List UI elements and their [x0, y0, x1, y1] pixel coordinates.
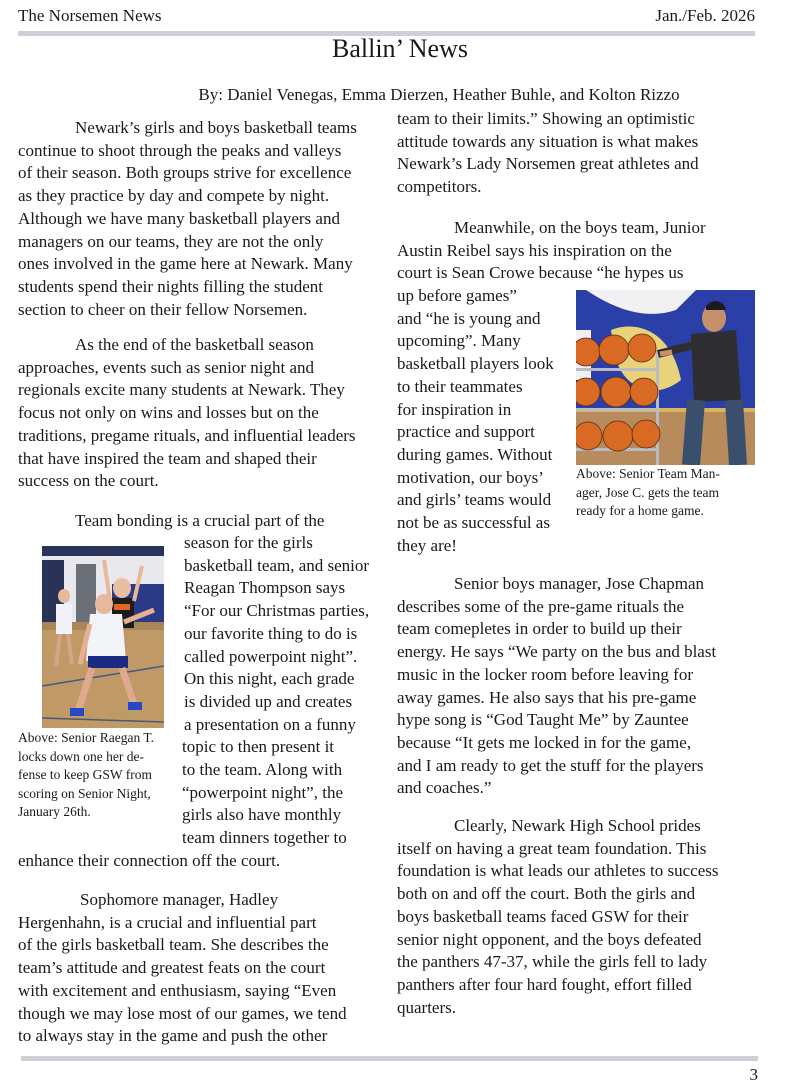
text-line: team dinners together to [182, 828, 347, 848]
text-line: a presentation on a funny [184, 714, 356, 734]
text-line: attitude towards any situation is what makes [397, 131, 699, 151]
text-line: quarters. [397, 997, 457, 1017]
text-line: Although we have many basketball players and [18, 208, 340, 228]
text-line: motivation, our boys’ [397, 467, 544, 487]
text-line: during games. Without [397, 444, 553, 464]
text-line: Newark’s girls and boys basketball teams [75, 118, 357, 137]
girls-basketball-photo [42, 546, 164, 728]
text-line: upcoming”. Many [397, 331, 521, 351]
text-line: they are! [397, 535, 457, 555]
text-line: section to cheer on their fellow Norsemen. [18, 299, 308, 319]
text-line: team’s attitude and greatest feats on the court [18, 958, 326, 978]
text-line: Clearly, Newark High School prides [454, 816, 701, 835]
caption-line: scoring on Senior Night, [18, 785, 151, 801]
text-line: and I am ready to get the stuff for the players [397, 755, 704, 775]
text-line: as they practice by day and compete by night. [18, 186, 330, 206]
text-line: boys basketball teams faced GSW for their [397, 906, 689, 926]
text-line: As the end of the basketball season [75, 335, 314, 354]
text-line: basketball team, and senior [184, 555, 370, 575]
text-line: topic to then present it [182, 737, 335, 757]
footer-rule [21, 1056, 758, 1061]
text-line: Reagan Thompson says [184, 578, 346, 598]
text-line: of the girls basketball team. She describes the [18, 935, 329, 955]
text-line: both on and off the court. Both the girls and [397, 884, 696, 904]
text-line: competitors. [397, 177, 482, 197]
right-column-p3 [397, 573, 777, 800]
text-line: describes some of the pre-game rituals the [397, 596, 685, 616]
text-line: students spend their nights filling the student [18, 276, 324, 296]
text-line: the panthers 47-37, while the girls fell to lady [397, 952, 708, 972]
girls-photo-caption [18, 729, 178, 822]
text-line: of their season. Both groups strive for excellence [18, 163, 352, 183]
text-line: regionals excite many students at Newark. They [18, 380, 345, 400]
text-line: team to their limits.” Showing an optimistic [397, 109, 695, 128]
text-line: Hergenhahn, is a crucial and influential part [18, 912, 317, 932]
caption-line: Above: Senior Team Man- [576, 466, 720, 481]
page-number: 3 [749, 1065, 758, 1084]
text-line: ones involved in the game here at Newark. Many [18, 254, 353, 274]
text-line: up before games” [397, 286, 517, 305]
text-line: “powerpoint night”, the [182, 782, 343, 802]
text-line: senior night opponent, and the boys defeated [397, 929, 702, 949]
text-line: though we may lose most of our games, we tend [18, 1003, 347, 1023]
left-column-p1 [18, 117, 398, 321]
caption-line: January 26th. [18, 804, 91, 819]
text-line: season for the girls [184, 533, 313, 552]
text-line: panthers after four hard fought, effort filled [397, 974, 692, 994]
photo-girls-basketball [42, 546, 164, 728]
caption-line: Above: Senior Raegan T. [18, 730, 154, 745]
text-line: energy. He says “We party on the bus and blast [397, 642, 717, 662]
text-line: called powerpoint night”. [184, 646, 358, 666]
text-line: for inspiration in [397, 399, 512, 419]
caption-line: ready for a home game. [576, 503, 704, 518]
text-line: to their teammates [397, 376, 523, 396]
text-line: managers on our teams, they are not the only [18, 231, 324, 251]
article-byline: By: Daniel Venegas, Emma Dierzen, Heather Buhle, and Kolton Rizzo [198, 85, 680, 104]
text-line: away games. He also says that his pre-game [397, 687, 697, 707]
left-column-p2 [18, 334, 398, 493]
text-line: foundation is what leads our athletes to success [397, 861, 719, 881]
caption-line: fense to keep GSW from [18, 767, 152, 782]
text-line: itself on having a great team foundation. This [397, 838, 707, 858]
text-line: not be as successful as [397, 513, 550, 533]
text-line: focus not only on wins and losses but on the [18, 403, 319, 423]
text-line: our favorite thing to do is [184, 623, 358, 643]
text-line: traditions, pregame rituals, and influential leaders [18, 425, 356, 445]
caption-line: ager, Jose C. gets the team [576, 484, 720, 500]
text-line: Sophomore manager, Hadley [80, 890, 279, 909]
text-line: Meanwhile, on the boys team, Junior [454, 218, 706, 237]
left-column-p3-last: enhance their connection off the court. [18, 851, 281, 870]
right-column-p4 [397, 815, 777, 1019]
text-line: Newark’s Lady Norsemen great athletes and [397, 154, 699, 174]
team-manager-photo [576, 290, 755, 465]
text-line: that have inspired the team and shaped their [18, 448, 317, 468]
photo-team-manager [576, 290, 755, 465]
text-line: basketball players look [397, 354, 554, 374]
text-line: is divided up and creates [184, 691, 353, 711]
text-line: girls also have monthly [182, 805, 342, 825]
text-line: approaches, events such as senior night and [18, 357, 314, 377]
right-column-p2-wrap [397, 285, 575, 557]
text-line: continue to shoot through the peaks and valleys [18, 140, 342, 160]
article-title: Ballin’ News [332, 34, 468, 63]
text-line: because “It gets me locked in for the game, [397, 732, 692, 752]
caption-line: locks down one her de- [18, 748, 144, 764]
text-line: to always stay in the game and push the other [18, 1026, 328, 1046]
text-line: practice and support [397, 422, 535, 442]
text-line: “For our Christmas parties, [184, 601, 370, 621]
text-line: team comepletes in order to build up their [397, 619, 682, 639]
text-line: to the team. Along with [182, 760, 343, 780]
left-column-p4 [18, 889, 398, 1048]
text-line: Senior boys manager, Jose Chapman [454, 574, 705, 593]
right-column-p1 [397, 108, 777, 199]
text-line: On this night, each grade [184, 669, 355, 689]
publication-name: The Norsemen News [18, 6, 162, 25]
text-line: and “he is young and [397, 308, 541, 328]
left-column-p3-wrap [184, 532, 398, 850]
text-line: hype song is “God Taught Me” by Zauntee [397, 710, 689, 730]
text-line: success on the court. [18, 471, 159, 491]
text-line: and coaches.” [397, 778, 492, 798]
text-line: Austin Reibel says his inspiration on the [397, 240, 672, 260]
right-column-p2-top [397, 217, 777, 285]
left-column-p3-first: Team bonding is a crucial part of the [75, 511, 325, 530]
text-line: court is Sean Crowe because “he hypes us [397, 263, 684, 283]
manager-photo-caption [576, 465, 766, 521]
text-line: music in the locker room before leaving for [397, 664, 693, 684]
text-line: with excitement and enthusiasm, saying “Even [18, 980, 337, 1000]
issue-date: Jan./Feb. 2026 [655, 6, 755, 25]
text-line: and girls’ teams would [397, 490, 552, 510]
